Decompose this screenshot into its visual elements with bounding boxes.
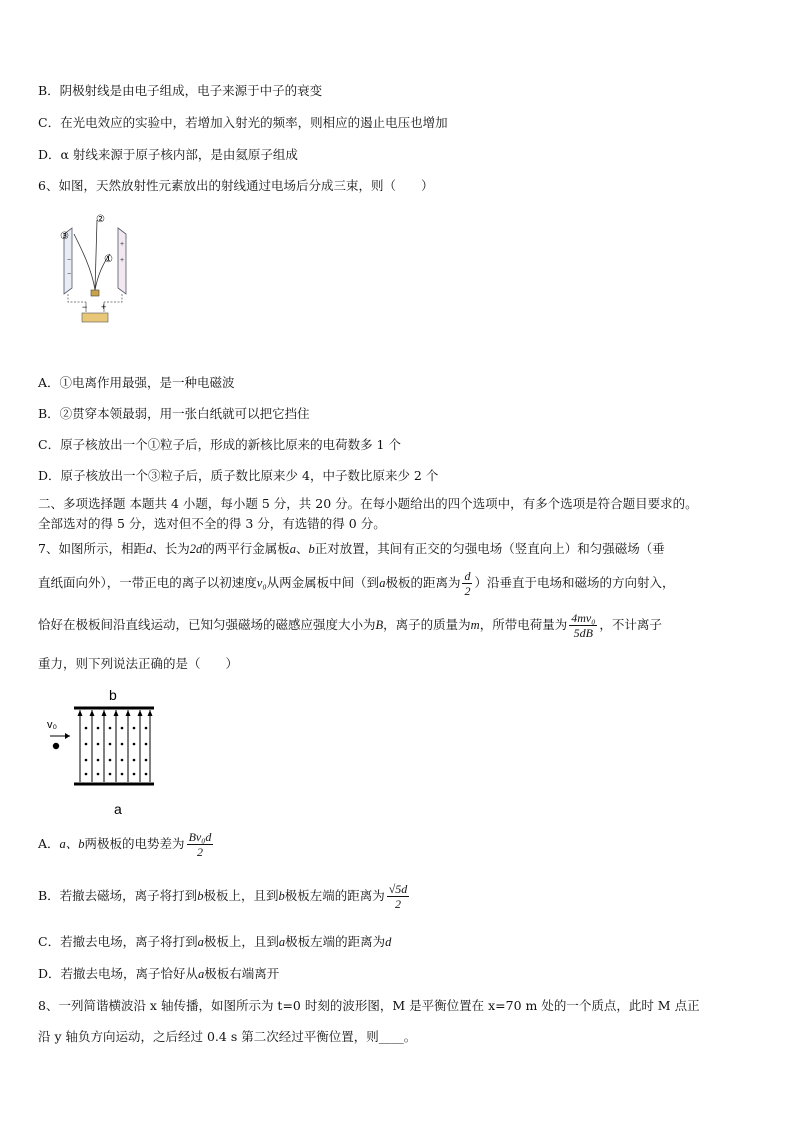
magnetic-field-dot [121, 759, 124, 762]
fraction-charge: $\frac{\text{4mv₀}}{5dB}$ [571, 611, 596, 640]
ion-dot [53, 743, 59, 749]
svg-text:+: + [120, 241, 125, 248]
q6-option-d: D．原子核放出一个③粒子后，质子数比原来少 4，中子数比原来少 2 个 [38, 468, 439, 483]
q5-option-d: D．α 射线来源于原子核内部，是由氦原子组成 [38, 147, 298, 162]
field-arrow-icon [126, 710, 131, 716]
fraction-bv0d-over-2: $\frac{\text{Bv₀d}}{2}$ [188, 830, 212, 859]
terminal-plus: + [101, 302, 107, 312]
magnetic-field-dot [145, 759, 148, 762]
q7-option-b: B．若撤去磁场，离子将打到b极板上，且到b极板左端的距离为 $\frac{√5d}{2}$ [38, 882, 408, 911]
q6-stem: 6、如图，天然放射性元素放出的射线通过电场后分成三束，则（ ） [38, 178, 434, 193]
magnetic-field-dot [97, 727, 100, 730]
ray-label-2: ② [96, 214, 105, 225]
magnetic-field-dot [145, 727, 148, 730]
q7-option-a: A．a、b两极板的电势差为 $\frac{\text{Bv₀d}}{2}$ [38, 830, 212, 859]
svg-text:−: − [67, 271, 72, 278]
q7-stem-line1: 7、如图所示，相距d、长为2d的两平行金属板a、b正对放置，其间有正交的匀强电场（竖直向上）和匀强磁场（垂 [38, 541, 665, 556]
field-arrow-icon [138, 710, 143, 716]
field-arrow-icon [114, 710, 119, 716]
q6-option-c: C．原子核放出一个①粒子后，形成的新核比原来的电荷数多 1 个 [38, 437, 401, 452]
q8-stem-line2: 沿 y 轴负方向运动，之后经过 0.4 s 第二次经过平衡位置，则____。 [38, 1029, 417, 1044]
magnetic-field-dot [85, 759, 88, 762]
magnetic-field-dot [121, 743, 124, 746]
magnetic-field-dot [97, 773, 100, 776]
q6-option-a: A．①电离作用最强，是一种电磁波 [38, 375, 235, 390]
magnetic-field-dot [109, 759, 112, 762]
q7-stem-line3: 恰好在极板间沿直线运动，已知匀强磁场的磁感应强度大小为B，离子的质量为m，所带电荷量为 $\frac{\text{4mv₀}}{5dB}$ ，不计离子 [38, 611, 662, 640]
q7-stem-line4: 重力，则下列说法正确的是（ ） [38, 656, 239, 671]
magnetic-field-dot [133, 727, 136, 730]
magnetic-field-dot [97, 759, 100, 762]
q6-option-b: B．②贯穿本领最弱，用一张白纸就可以把它挡住 [38, 406, 310, 421]
magnetic-field-dot [133, 743, 136, 746]
magnetic-field-dot [133, 759, 136, 762]
fraction-d-over-2: $\frac{d}{2}$ [464, 569, 471, 598]
magnetic-field-dot [85, 773, 88, 776]
magnetic-field-dot [121, 773, 124, 776]
terminal-minus: − [82, 302, 88, 312]
v0-label: v₀ [47, 719, 58, 731]
battery-icon [82, 313, 108, 322]
q7-option-c: C．若撤去电场，离子将打到a极板上，且到a极板左端的距离为d [38, 934, 392, 949]
magnetic-field-dot [85, 743, 88, 746]
svg-text:−: − [67, 257, 72, 264]
field-arrow-icon [148, 710, 153, 716]
field-arrow-icon [102, 710, 107, 716]
magnetic-field-dot [109, 727, 112, 730]
magnetic-field-dot [109, 743, 112, 746]
plate-label-a: a [114, 801, 122, 816]
magnetic-field-dot [133, 773, 136, 776]
q8-stem-line1: 8、一列简谐横波沿 x 轴传播，如图所示为 t=0 时刻的波形图，M 是平衡位置在 x=70 m 处的一个质点，此时 M 点正 [38, 998, 700, 1013]
field-arrow-icon [90, 710, 95, 716]
svg-text:+: + [120, 257, 125, 264]
magnetic-field-dot [109, 773, 112, 776]
q7-stem-line2: 直纸面向外），一带正电的离子以初速度v₀从两金属板中间（到a极板的距离为 $\frac{d}{2}$ ）沿垂直于电场和磁场的方向射入， [38, 569, 675, 598]
field-arrow-icon [78, 710, 83, 716]
magnetic-field-dot [145, 773, 148, 776]
magnetic-field-dot [97, 743, 100, 746]
q5-option-c: C．在光电效应的实验中，若增加入射光的频率，则相应的遏止电压也增加 [38, 115, 448, 130]
q6-figure-electric-field-rays [52, 210, 142, 330]
ray-label-1: ① [104, 254, 113, 265]
magnetic-field-dot [85, 727, 88, 730]
plate-label-b: b [109, 687, 117, 703]
ray-label-3: ③ [60, 231, 69, 242]
magnetic-field-dot [145, 743, 148, 746]
magnetic-field-dot [121, 727, 124, 730]
section2-instructions-line2: 全部选对的得 5 分，选对但不全的得 3 分，有选错的得 0 分。 [38, 516, 386, 531]
fraction-sqrt5d-over-2: $\frac{√5d}{2}$ [388, 882, 408, 911]
q5-option-b: B．阴极射线是由电子组成，电子来源于中子的衰变 [38, 83, 323, 98]
q7-option-d: D．若撤去电场，离子恰好从a极板右端离开 [38, 966, 280, 981]
q7-figure-parallel-plates [44, 686, 164, 816]
section2-instructions-line1: 二、多项选择题 本题共 4 小题，每小题 5 分，共 20 分。在每小题给出的四个选项中，有多个选项是符合题目要求的。 [38, 496, 698, 511]
